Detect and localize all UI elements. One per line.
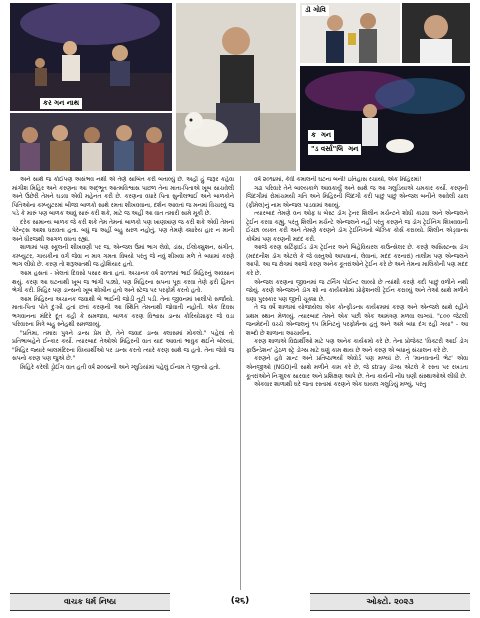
paragraph: કરણને હવે ગ્રાન્ટ અને પ્રતિષ્ઠાભર્યા એવોર્ડ પણ મળ્યાં છે. તે 'માનવતાની ભેટ' એવા એનજીઓ (NGO)ની સાથે મળીને કામ કરે છે, જે stray ડૉગ્સ એટલે કે રસ્તા પર રખડતા કૂતરાંઓને નિઃશુલ્ક સારવાર અને પ્રશિક્ષણ આપે છે. તેના કાર્યની નોંધ ઘણી સંસ્થાઓએ લીધી છે.: [246, 356, 468, 380]
paragraph: એકવાર શાળાથી ઘરે જતા રસ્તામાં કરણને એક ઘાયલ ગલુડિયું મળ્યું, પરંતુ: [254, 382, 426, 389]
dog-photo: [176, 3, 296, 171]
photo-caption: કર ગન નાથ: [40, 98, 82, 109]
paragraph: વર્ષ ૨૦૧૪માં, કેવી કમાલની ઘટના બની! ઇતિહાસ રચાયો, એક મિહિરમાં!: [254, 177, 422, 183]
photo-caption: ક ગન: [308, 130, 334, 141]
paragraph: અને સાથે જ કોઈપણ અસંભવ નથી એ તેણે સાબિત કરી બતાવ્યું છે. અહીં હું જરૂર કહેવા માંગીશ મિહિર અને કરણના આ અદ્ભૂત આત્મવિશ્વાસ પાછળ તેના માતા-પિતાએ ખૂબ સાચવેલી અને ઉછેરી તેમને ઘડવા એવી મહેનત કરી છે. કરણના વધારે પિતા સુનીલભાઈ અને બાળકોને પિતિઓના કમ્પ્યુટરમાં બીજા બાળકો સાથે રમતા શીખવવાના, દર્શન આવતાં જ મનમાં વિચારવું જ પડે કે મારું પણ બાળક આવું સારું કરી શકે, માટે જ અહીં આ વાત તમારી સામે મૂકી છે.: [12, 177, 234, 218]
photo-collage: [0, 0, 480, 173]
paragraph: તે જ વર્ષે શાળામાં યોજાયેલા એક કોન્ફીડન્સ કાર્યક્રમમાં કરણ અને એન્જલે સાથે રહીને પ્રથમ સ્થાન મેળવ્યું. ત્યારબાદ તેમને એક પછી એક આમંત્રણ મળવા લાગ્યાં. "૮૦૦ જેટલી જનમેદની વચ્ચે એન્જલનું ૧૫ મિનિટનું પરફોર્મન્સ હતું અને અમે બધા દંગ રહી ગયા" - આ શબ્દો છે શાળાના આચાર્યના.: [246, 305, 468, 337]
photo-caption: "ડ વર્સા"લિ ગન: [308, 144, 361, 155]
article-body: [12, 176, 468, 590]
paragraph: દરેક સામાન્ય બાળક જે કરી શકે તેમ તેમનાં બાળકો પણ ખાણખાણ જ કરી શકે એવી તેમનાં પેરેન્ટ્સ આશા ધરાવતા હતા. બધું જ અહીં બહુ સરળ નહોતું, પણ તેમણે ક્યારેય હાર ન માની અને ધીરજથી આગળ વધતા રહ્યાં.: [12, 219, 234, 243]
performance-photo: [300, 66, 470, 171]
page-footer: [10, 593, 470, 611]
column-divider: [240, 176, 241, 590]
paragraph: આમ મિહિરના અચાનક જવાથી બે ભાઈની જોડી તૂટી પડી. તેના જીવનમાં ખાલીપો સર્જાયો. માતા-પિતા પોતે દુઃખી હતાં છતાં કરણની આ સ્થિતિ તેમનાથી જોવાતી નહોતી. એક દિવસ ભગવાનના મંદિરે દૂત કહી કે સમજાવ, બાળક કરણ વિશ્વાસ ડાન્સ કોરિયોગ્રાફર જે વડા પરિવારના મિત્રે બહુ સ્નેહથી સમજાવ્યું.: [12, 296, 234, 329]
page-number: (૨૬): [230, 596, 250, 606]
paragraph: આમ હસતાં - ખેલતાં દિવસો પસાર થતા હતાં. અચાનક વર્ષ ૨૦૧૧માં ભાઈ મિહિરનું અવસાન થયું. કરણ આ ઘટનાથી ખૂબ જ ભાંગી પડ્યો, પણ મિહિરના સપના પૂરા કરવા તેણે ફરી હિંમત ભેગી કરી. મિહિર પણ ડાન્સનો ખૂબ શોખીન હતો અને સ્ટેજ પર પરફોર્મ કરતો હતો.: [12, 271, 234, 295]
paragraph: "પ્રતિમા, તમારા પુત્રને ડાન્સ પ્રેમ છે, તેને જવાદ ડાન્સ ક્લાસમાં મોકલો." પહેલાં તો પ્રતિભાબહેને ઈન્કાર કર્યો. ત્યારબાદ તેઓએ મિહિરની વાત યાદ આવતાં ભાવુક થઈને બોલ્યાં, "મિહિર જ્યારે બાલમંદિરના વિધ્યાર્થીઓ પર ડાન્સ કરતો ત્યારે કરણ સાથે જ હતો. તેના જેવો જ સપનો કરણ પણ જુએ છે.": [12, 330, 234, 363]
crowd-photo: [10, 113, 172, 171]
paragraph: મિહિરે કરેલી ડ્રોઈંગ વાત હતી વર્ષ ૨૦૦૪ની અને ગ્લુડિયાંમાં પહેલું ઈનામ તે જીત્યો હતો.: [20, 365, 221, 372]
left-column: [12, 176, 234, 590]
paragraph: આજે કરણ સર્ટિફાઈડ ડૉગ ટ્રેઈનર અને બિહેવિયરલ કાઉન્સેલર છે. કરણે અસિસ્ટન્સ ડૉગ (મદદનીશ ડૉગ એટલે કે જે વસ્તુઓ આપવાનાં, લેવાનાં, મદદ કરનારાં) તાલીમ પણ એન્જલને આપી. આ જ ક્ષેત્રમાં આજે કરણ અનેક કૂતરાંઓને ટ્રેઈન કરે છે અને તેમના માલિકોની પણ મદદ કરે છે.: [246, 245, 468, 278]
award-photo: [300, 3, 400, 63]
right-column: [246, 176, 468, 590]
issue-date: ઓક્ટો. ૨૦૨૩: [310, 593, 470, 611]
portrait-photo: [402, 3, 470, 63]
stage-photo: [10, 3, 172, 111]
paragraph: ત્યારબાદ તેમણે વન ઓફ ધ બેસ્ટ ડૉગ ટ્રેનર શિલીન મર્ચન્ટને શોધી કાઢવા અને એન્જલને ટ્રેઈન કરવા કહ્યું, પરંતુ શિલીન મર્ચન્ટે એન્જલને નહીં પરંતુ કરણને જ ડૉગ ટ્રેઈનિંગ શિખવવાની ઈચ્છા વ્યક્ત કરી અને તેમણે કરણને ડૉગ ટ્રેઈનિંગનો બેઝિક કોર્સ કરાવ્યો. શિલીન એડ્વાન્સ કોર્ષમાં પણ કરણની મદદ કરી.: [246, 211, 468, 243]
paragraph: કરણ શાળાએ વિદ્યાર્થીઓ માટે પણ અનેક કાર્યક્રમો કરે છે. તેના પ્રોજેક્ટ 'વિક્ટરી આઈ ડોગ ફાઉન્ડેશન' હેઠળ સ્ટ્રે ડોગ્સ માટે ઘણું કામ થાય છે અને કરણ એ બધાનું સંચાલન કરે છે.: [246, 339, 468, 354]
paragraph: શાળામાં પણ સ્કૂલની શીખવણી પર જ, એન્જલ ઉમાં ભાગ લેવો, ડાંસ, ઈલોક્યુશન, સંગીત, કમ્પ્યુટર, ગાયકીના વર્ગ જેવા ન માત્ર ગમતા વિષયો પરંતુ જે નવું શીખવા મળે તે બધામાં કરણે ભાગ લીધો છે. કરણ તો શરૂઆતથી જ હોશિયાર હતો.: [12, 245, 234, 269]
publication-name: વાચક ધર્મ નિષ્ઠા: [10, 593, 170, 611]
paragraph: એન્જલ કરણના જીવનમાં જ ટર્નિંગ પોઈન્ટ લાવ્યો છે ત્યાંથી કરણે કદી પાછું વળીને નથી જોયું. કરણે એન્જલને ડૉગ શો ના કાર્યક્રમોમાં પ્રોફેશનલી ટ્રેઈન કરાવ્યું અને તેઓ સાથે મળીને ઘણા પુરસ્કાર પણ જીતી ચૂક્યા છે.: [246, 279, 468, 303]
photo-caption: ડૉ ગોવિ: [302, 5, 329, 16]
paragraph: ગઢા પરિવારે તેને બાલ્યકાળે આવકાર્યું અને સાથે જ આ ગલુડિયાએ ચમકાર કર્યો. કરણની જિંદગીમાં રોમાંચમયી ગતિ અને મિહિરની જિંદગી કરી પાછું પાછું એન્જલ બનીને આવેલી ચાલ (ફીમેલ)નું નામ એન્જલ પાડવામાં આવ્યું.: [246, 185, 468, 209]
